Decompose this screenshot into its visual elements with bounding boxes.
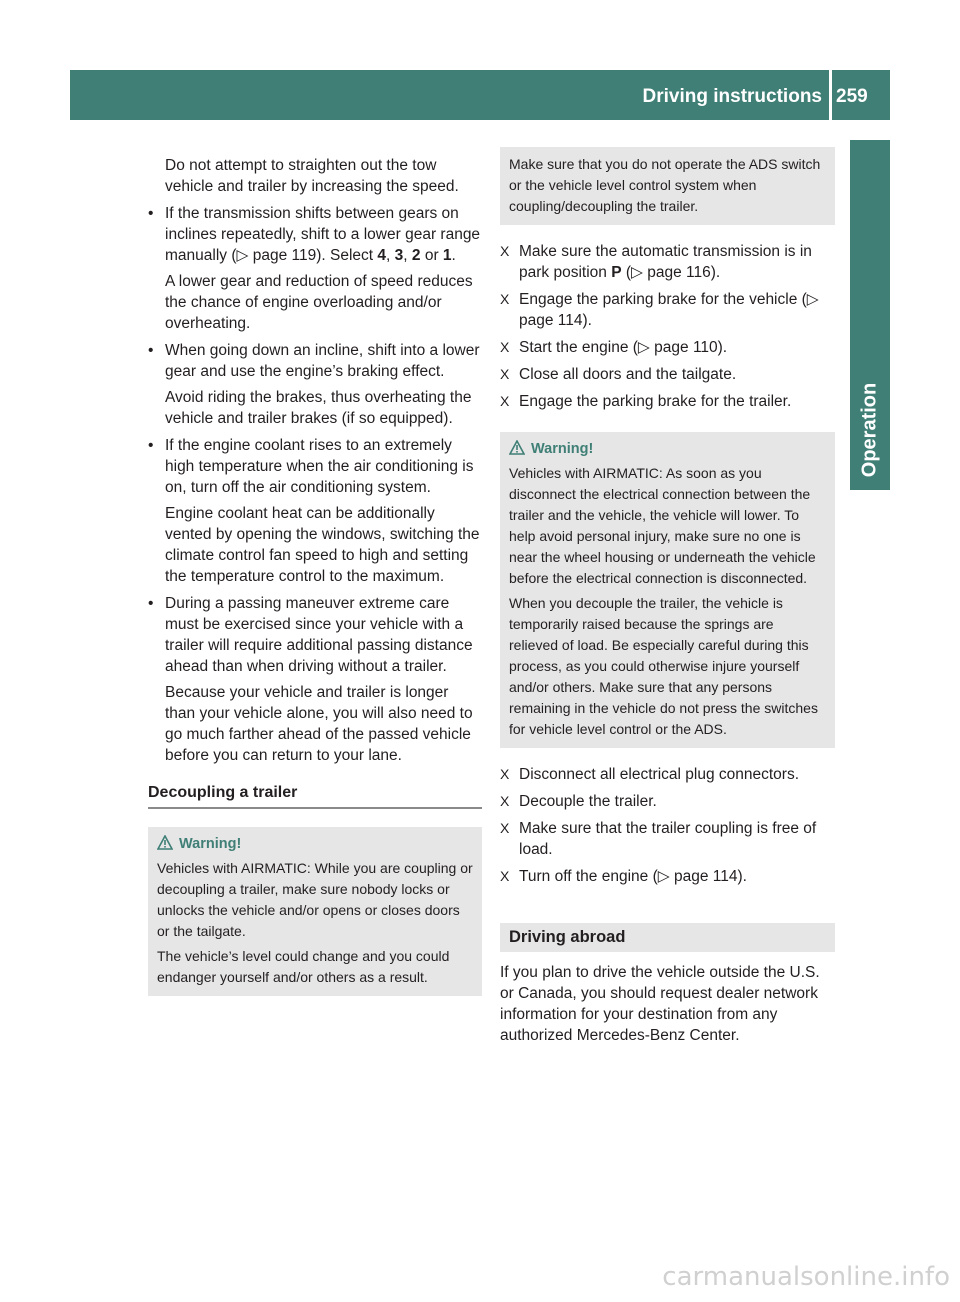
abroad-paragraph: If you plan to drive the vehicle outside the U.S. or Canada, you should request dealer network information for your destination from any authorized Mercedes-Benz Center. — [500, 964, 820, 1044]
step-arrow-icon: X — [500, 243, 510, 259]
list-item — [148, 435, 482, 587]
list-item: X Make sure that the trailer coupling is free of load. — [500, 820, 817, 858]
list-item: X Start the engine (▷ page 110). — [500, 339, 728, 356]
step-arrow-icon: X — [500, 868, 510, 884]
bullet-note: Because your vehicle and trailer is longer than your vehicle alone, you will also need to go much farther ahead of the passed vehicle before you can return to your lane. — [165, 684, 473, 764]
list-item: X Close all doors and the tailgate. — [500, 366, 737, 383]
list-item: X Turn off the engine (▷ page 114). — [500, 868, 747, 885]
bullet-note: Engine coolant heat can be additionally vented by opening the windows, switching the climate control fan speed to high and setting the temperature control to the maximum. — [165, 505, 480, 585]
list-item: X Make sure the automatic transmission is in park position P (▷ page 116). — [500, 243, 812, 281]
step-arrow-icon: X — [500, 339, 510, 355]
step-arrow-icon: X — [500, 820, 510, 836]
left-column — [148, 155, 482, 996]
list-item: • If the transmission shifts between gears on inclines repeatedly, shift to a lower gear range manually (▷ page 119). Select 4, 3, 2 or 1. A lower gear and reduction of speed reduces the chance of engine overloading and/or overheating. — [148, 205, 481, 332]
warning-title: Warning! — [179, 836, 242, 852]
section-heading: Decoupling a trailer — [148, 782, 482, 809]
warning-triangle-icon — [157, 835, 179, 857]
list-item: X Engage the parking brake for the vehicle (▷ page 114). — [500, 291, 819, 329]
step-arrow-icon: X — [500, 393, 510, 409]
bullet-text: During a passing maneuver extreme care must be exercised since your vehicle with a trailer will require additional passing distance ahead than when driving without a trailer. — [165, 595, 473, 675]
bullet-icon: • — [148, 437, 154, 454]
warning-box — [148, 827, 482, 996]
step-list — [500, 764, 835, 887]
note-box — [500, 147, 835, 225]
warning-text: Vehicles with AIRMATIC: As soon as you disconnect the electrical connection between the trailer and the vehicle, the vehicle will lower. To help avoid personal injury, make sure no one is near the wheel housing or underneath the vehicle before the electrical connection is disconnected. — [509, 465, 816, 586]
step-arrow-icon: X — [500, 793, 510, 809]
list-item — [148, 340, 482, 429]
watermark: carmanualsonline.info — [662, 1262, 950, 1292]
reference-arrow-icon: ▷ — [637, 339, 650, 356]
intro-paragraph: Do not attempt to straighten out the tow vehicle and trailer by increasing the speed. — [165, 157, 459, 195]
bullet-text: If the engine coolant rises to an extremely high temperature when the air conditioning is on, turn off the air conditioning system. — [165, 437, 474, 496]
warning-text: When you decouple the trailer, the vehicle is temporarily raised because the springs are relieved of load. Be especially careful during this process, as you could otherwise injure yourself and/or others. Make sure that any persons remaining in the vehicle do not press the switches for vehicle level control or the ADS. — [509, 595, 818, 737]
bullet-icon: • — [148, 342, 154, 359]
warning-text: The vehicle’s level could change and you could endanger yourself and/or others as a result. — [157, 948, 450, 985]
warning-text: Vehicles with AIRMATIC: While you are coupling or decoupling a trailer, make sure nobody locks or unlocks the vehicle and/or opens or closes doors or the tailgate. — [157, 860, 473, 939]
note-text: Make sure that you do not operate the ADS switch or the vehicle level control system when coupling/decoupling the trailer. — [509, 156, 821, 214]
step-list — [500, 241, 835, 412]
page-title: Driving instructions — [642, 86, 822, 107]
list-item: X Disconnect all electrical plug connectors. — [500, 766, 799, 783]
step-arrow-icon: X — [500, 766, 510, 782]
reference-arrow-icon: ▷ — [631, 264, 643, 281]
reference-arrow-icon: ▷ — [236, 247, 249, 264]
bullet-icon: • — [148, 205, 154, 222]
list-item: X Engage the parking brake for the trailer. — [500, 393, 792, 410]
reference-arrow-icon: ▷ — [657, 868, 670, 885]
list-item: X Decouple the trailer. — [500, 793, 657, 810]
step-arrow-icon: X — [500, 291, 510, 307]
section-heading-abroad: Driving abroad — [500, 923, 835, 952]
right-column — [500, 155, 835, 1046]
header-divider — [829, 70, 832, 120]
bullet-note: A lower gear and reduction of speed reduces the chance of engine overloading and/or overheating. — [165, 273, 473, 332]
page-number: 259 — [836, 86, 868, 107]
bullet-note: Avoid riding the brakes, thus overheating the vehicle and trailer brakes (if so equipped). — [165, 389, 472, 427]
bullet-text: When going down an incline, shift into a lower gear and use the engine’s braking effect. — [165, 342, 480, 380]
warning-triangle-icon — [509, 440, 531, 462]
side-tab-label: Operation — [858, 382, 881, 478]
warning-box — [500, 432, 835, 748]
list-item — [148, 593, 482, 766]
bullet-icon: • — [148, 595, 154, 612]
warning-title: Warning! — [531, 441, 594, 457]
reference-arrow-icon: ▷ — [806, 291, 819, 308]
step-arrow-icon: X — [500, 366, 510, 382]
